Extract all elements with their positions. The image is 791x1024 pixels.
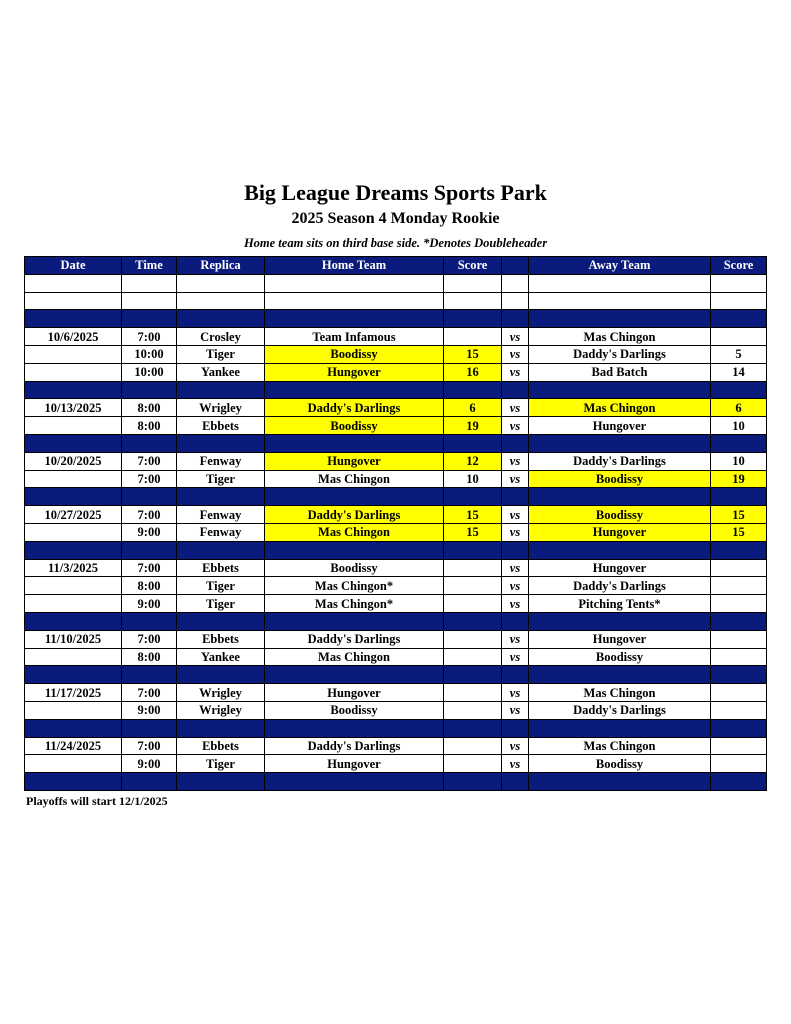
time-cell: 9:00 <box>122 523 177 541</box>
home-team-cell: Boodissy <box>265 701 444 719</box>
vs-cell: vs <box>502 363 529 381</box>
vs-cell <box>502 612 529 630</box>
away-team-cell: Boodissy <box>529 506 711 524</box>
home-score-cell <box>444 310 502 328</box>
replica-cell <box>177 541 265 559</box>
vs-cell <box>502 541 529 559</box>
away-score-cell <box>711 381 767 399</box>
home-team-cell: Boodissy <box>265 345 444 363</box>
away-team-cell: Hungover <box>529 559 711 577</box>
date-cell: 10/27/2025 <box>25 506 122 524</box>
vs-cell: vs <box>502 506 529 524</box>
home-score-cell: 6 <box>444 399 502 417</box>
away-team-cell: Daddy's Darlings <box>529 345 711 363</box>
away-score-cell <box>711 541 767 559</box>
time-cell <box>122 488 177 506</box>
schedule-table <box>24 256 767 791</box>
home-team-cell: Daddy's Darlings <box>265 506 444 524</box>
away-score-cell <box>711 434 767 452</box>
separator-row <box>25 612 767 630</box>
separator-row <box>25 310 767 328</box>
col-header-away-team: Away Team <box>529 257 711 275</box>
home-score-cell: 12 <box>444 452 502 470</box>
vs-cell: vs <box>502 417 529 435</box>
time-cell: 7:00 <box>122 684 177 702</box>
col-header-replica: Replica <box>177 257 265 275</box>
replica-cell: Ebbets <box>177 630 265 648</box>
replica-cell: Ebbets <box>177 559 265 577</box>
away-team-cell <box>529 488 711 506</box>
schedule-body <box>25 274 767 790</box>
home-team-cell <box>265 434 444 452</box>
home-team-cell: Hungover <box>265 452 444 470</box>
time-cell: 7:00 <box>122 328 177 346</box>
replica-cell: Ebbets <box>177 737 265 755</box>
away-score-cell <box>711 488 767 506</box>
home-score-cell <box>444 292 502 310</box>
vs-cell: vs <box>502 399 529 417</box>
replica-cell <box>177 488 265 506</box>
blank-row <box>25 292 767 310</box>
date-cell <box>25 434 122 452</box>
time-cell: 7:00 <box>122 452 177 470</box>
table-row <box>25 755 767 773</box>
separator-row <box>25 434 767 452</box>
away-team-cell: Daddy's Darlings <box>529 701 711 719</box>
replica-cell: Fenway <box>177 452 265 470</box>
home-score-cell <box>444 612 502 630</box>
date-cell <box>25 773 122 791</box>
date-cell: 11/24/2025 <box>25 737 122 755</box>
page-title: Big League Dreams Sports Park <box>244 180 547 205</box>
away-score-cell: 19 <box>711 470 767 488</box>
home-team-cell <box>265 292 444 310</box>
vs-cell: vs <box>502 737 529 755</box>
home-score-cell <box>444 541 502 559</box>
away-score-cell: 6 <box>711 399 767 417</box>
away-team-cell: Mas Chingon <box>529 328 711 346</box>
home-team-cell: Mas Chingon* <box>265 577 444 595</box>
table-row <box>25 684 767 702</box>
away-score-cell: 5 <box>711 345 767 363</box>
replica-cell <box>177 381 265 399</box>
time-cell <box>122 381 177 399</box>
vs-cell: vs <box>502 577 529 595</box>
away-score-cell: 15 <box>711 506 767 524</box>
vs-cell <box>502 292 529 310</box>
table-row <box>25 630 767 648</box>
time-cell <box>122 612 177 630</box>
vs-cell <box>502 773 529 791</box>
replica-cell: Fenway <box>177 523 265 541</box>
doubleheader-note: Home team sits on third base side. *Denotes Doubleheader <box>243 236 548 250</box>
separator-row <box>25 719 767 737</box>
replica-cell: Tiger <box>177 755 265 773</box>
replica-cell <box>177 666 265 684</box>
away-team-cell: Daddy's Darlings <box>529 452 711 470</box>
away-score-cell <box>711 755 767 773</box>
away-score-cell <box>711 310 767 328</box>
time-cell <box>122 274 177 292</box>
home-team-cell: Mas Chingon <box>265 523 444 541</box>
separator-row <box>25 381 767 399</box>
time-cell: 7:00 <box>122 470 177 488</box>
home-team-cell <box>265 381 444 399</box>
home-team-cell <box>265 612 444 630</box>
date-cell <box>25 666 122 684</box>
away-team-cell: Boodissy <box>529 470 711 488</box>
away-score-cell: 10 <box>711 417 767 435</box>
date-cell <box>25 755 122 773</box>
home-score-cell <box>444 630 502 648</box>
home-team-cell <box>265 274 444 292</box>
home-team-cell: Mas Chingon <box>265 648 444 666</box>
home-score-cell <box>444 434 502 452</box>
replica-cell: Tiger <box>177 470 265 488</box>
away-score-cell <box>711 773 767 791</box>
date-cell <box>25 577 122 595</box>
table-row <box>25 417 767 435</box>
replica-cell: Tiger <box>177 595 265 613</box>
date-cell <box>25 488 122 506</box>
home-score-cell: 19 <box>444 417 502 435</box>
away-score-cell: 14 <box>711 363 767 381</box>
home-team-cell: Team Infamous <box>265 328 444 346</box>
date-cell <box>25 648 122 666</box>
separator-row <box>25 773 767 791</box>
replica-cell: Wrigley <box>177 701 265 719</box>
away-team-cell: Boodissy <box>529 755 711 773</box>
vs-cell: vs <box>502 684 529 702</box>
home-team-cell: Daddy's Darlings <box>265 630 444 648</box>
home-team-cell: Mas Chingon* <box>265 595 444 613</box>
separator-row <box>25 541 767 559</box>
away-team-cell: Hungover <box>529 630 711 648</box>
home-team-cell: Daddy's Darlings <box>265 399 444 417</box>
time-cell: 9:00 <box>122 755 177 773</box>
date-cell: 10/6/2025 <box>25 328 122 346</box>
vs-cell: vs <box>502 595 529 613</box>
away-score-cell <box>711 719 767 737</box>
table-row <box>25 399 767 417</box>
time-cell <box>122 292 177 310</box>
time-cell: 7:00 <box>122 737 177 755</box>
time-cell <box>122 666 177 684</box>
home-score-cell <box>444 773 502 791</box>
vs-cell: vs <box>502 648 529 666</box>
home-team-cell <box>265 541 444 559</box>
date-cell: 11/3/2025 <box>25 559 122 577</box>
time-cell <box>122 541 177 559</box>
home-team-cell <box>265 666 444 684</box>
date-cell <box>25 292 122 310</box>
away-score-cell <box>711 630 767 648</box>
home-team-cell: Mas Chingon <box>265 470 444 488</box>
playoffs-note: Playoffs will start 12/1/2025 <box>26 794 168 808</box>
vs-cell <box>502 381 529 399</box>
replica-cell: Yankee <box>177 648 265 666</box>
col-header-home-score: Score <box>444 257 502 275</box>
table-row <box>25 506 767 524</box>
replica-cell <box>177 434 265 452</box>
home-score-cell <box>444 595 502 613</box>
away-team-cell: Hungover <box>529 523 711 541</box>
away-score-cell: 10 <box>711 452 767 470</box>
time-cell: 10:00 <box>122 363 177 381</box>
home-team-cell <box>265 719 444 737</box>
table-row <box>25 470 767 488</box>
away-team-cell <box>529 434 711 452</box>
replica-cell <box>177 292 265 310</box>
away-score-cell <box>711 737 767 755</box>
home-score-cell <box>444 559 502 577</box>
home-score-cell <box>444 737 502 755</box>
replica-cell: Yankee <box>177 363 265 381</box>
replica-cell: Tiger <box>177 345 265 363</box>
away-team-cell <box>529 541 711 559</box>
replica-cell <box>177 612 265 630</box>
away-score-cell <box>711 684 767 702</box>
date-cell <box>25 701 122 719</box>
replica-cell: Wrigley <box>177 399 265 417</box>
away-team-cell: Boodissy <box>529 648 711 666</box>
away-score-cell <box>711 274 767 292</box>
replica-cell <box>177 719 265 737</box>
vs-cell <box>502 434 529 452</box>
time-cell <box>122 434 177 452</box>
home-score-cell: 15 <box>444 506 502 524</box>
home-team-cell: Hungover <box>265 684 444 702</box>
away-score-cell: 15 <box>711 523 767 541</box>
home-score-cell <box>444 488 502 506</box>
replica-cell: Ebbets <box>177 417 265 435</box>
home-team-cell <box>265 310 444 328</box>
vs-cell <box>502 274 529 292</box>
blank-row <box>25 274 767 292</box>
date-cell <box>25 417 122 435</box>
home-team-cell: Daddy's Darlings <box>265 737 444 755</box>
separator-row <box>25 666 767 684</box>
table-header-row <box>25 257 767 275</box>
away-score-cell <box>711 648 767 666</box>
away-team-cell <box>529 612 711 630</box>
replica-cell: Fenway <box>177 506 265 524</box>
away-team-cell <box>529 666 711 684</box>
away-team-cell <box>529 381 711 399</box>
home-score-cell: 15 <box>444 345 502 363</box>
home-score-cell <box>444 666 502 684</box>
time-cell: 10:00 <box>122 345 177 363</box>
away-score-cell <box>711 612 767 630</box>
date-cell <box>25 274 122 292</box>
home-team-cell: Boodissy <box>265 417 444 435</box>
away-score-cell <box>711 701 767 719</box>
time-cell: 8:00 <box>122 648 177 666</box>
away-score-cell <box>711 577 767 595</box>
away-score-cell <box>711 559 767 577</box>
vs-cell <box>502 719 529 737</box>
away-team-cell <box>529 310 711 328</box>
date-cell: 11/17/2025 <box>25 684 122 702</box>
date-cell: 10/13/2025 <box>25 399 122 417</box>
home-score-cell <box>444 274 502 292</box>
replica-cell: Wrigley <box>177 684 265 702</box>
home-score-cell <box>444 684 502 702</box>
vs-cell <box>502 310 529 328</box>
vs-cell <box>502 488 529 506</box>
away-team-cell: Mas Chingon <box>529 737 711 755</box>
col-header-time: Time <box>122 257 177 275</box>
replica-cell <box>177 773 265 791</box>
home-score-cell <box>444 577 502 595</box>
vs-cell: vs <box>502 701 529 719</box>
home-score-cell <box>444 381 502 399</box>
table-row <box>25 701 767 719</box>
away-team-cell <box>529 274 711 292</box>
time-cell: 8:00 <box>122 399 177 417</box>
date-cell <box>25 363 122 381</box>
date-cell <box>25 470 122 488</box>
date-cell <box>25 523 122 541</box>
date-cell <box>25 310 122 328</box>
vs-cell: vs <box>502 559 529 577</box>
time-cell: 7:00 <box>122 630 177 648</box>
away-team-cell: Daddy's Darlings <box>529 577 711 595</box>
table-row <box>25 328 767 346</box>
home-team-cell <box>265 488 444 506</box>
col-header-vs <box>502 257 529 275</box>
away-team-cell: Mas Chingon <box>529 684 711 702</box>
col-header-date: Date <box>25 257 122 275</box>
table-row <box>25 559 767 577</box>
table-row <box>25 595 767 613</box>
replica-cell <box>177 274 265 292</box>
home-team-cell: Hungover <box>265 363 444 381</box>
away-score-cell <box>711 328 767 346</box>
vs-cell: vs <box>502 328 529 346</box>
home-team-cell: Hungover <box>265 755 444 773</box>
away-score-cell <box>711 666 767 684</box>
away-score-cell <box>711 595 767 613</box>
time-cell <box>122 719 177 737</box>
date-cell <box>25 612 122 630</box>
home-score-cell: 16 <box>444 363 502 381</box>
col-header-away-score: Score <box>711 257 767 275</box>
vs-cell: vs <box>502 630 529 648</box>
time-cell: 7:00 <box>122 506 177 524</box>
home-team-cell <box>265 773 444 791</box>
page-subtitle: 2025 Season 4 Monday Rookie <box>291 210 500 227</box>
away-team-cell: Bad Batch <box>529 363 711 381</box>
date-cell: 11/10/2025 <box>25 630 122 648</box>
time-cell <box>122 310 177 328</box>
home-score-cell: 10 <box>444 470 502 488</box>
date-cell <box>25 595 122 613</box>
home-score-cell <box>444 701 502 719</box>
home-score-cell <box>444 755 502 773</box>
table-row <box>25 737 767 755</box>
time-cell: 9:00 <box>122 595 177 613</box>
away-team-cell <box>529 719 711 737</box>
table-row <box>25 577 767 595</box>
table-row <box>25 345 767 363</box>
away-team-cell <box>529 773 711 791</box>
time-cell: 9:00 <box>122 701 177 719</box>
time-cell: 7:00 <box>122 559 177 577</box>
time-cell <box>122 773 177 791</box>
date-cell <box>25 381 122 399</box>
vs-cell: vs <box>502 345 529 363</box>
date-cell <box>25 345 122 363</box>
replica-cell <box>177 310 265 328</box>
vs-cell: vs <box>502 523 529 541</box>
date-cell <box>25 719 122 737</box>
time-cell: 8:00 <box>122 417 177 435</box>
home-score-cell: 15 <box>444 523 502 541</box>
vs-cell: vs <box>502 452 529 470</box>
table-row <box>25 648 767 666</box>
vs-cell: vs <box>502 755 529 773</box>
table-row <box>25 452 767 470</box>
col-header-home-team: Home Team <box>265 257 444 275</box>
vs-cell <box>502 666 529 684</box>
replica-cell: Tiger <box>177 577 265 595</box>
vs-cell: vs <box>502 470 529 488</box>
home-score-cell <box>444 328 502 346</box>
away-team-cell: Hungover <box>529 417 711 435</box>
home-score-cell <box>444 719 502 737</box>
time-cell: 8:00 <box>122 577 177 595</box>
away-team-cell: Pitching Tents* <box>529 595 711 613</box>
replica-cell: Crosley <box>177 328 265 346</box>
separator-row <box>25 488 767 506</box>
away-team-cell: Mas Chingon <box>529 399 711 417</box>
table-row <box>25 523 767 541</box>
home-score-cell <box>444 648 502 666</box>
date-cell <box>25 541 122 559</box>
date-cell: 10/20/2025 <box>25 452 122 470</box>
away-team-cell <box>529 292 711 310</box>
away-score-cell <box>711 292 767 310</box>
home-team-cell: Boodissy <box>265 559 444 577</box>
table-row <box>25 363 767 381</box>
